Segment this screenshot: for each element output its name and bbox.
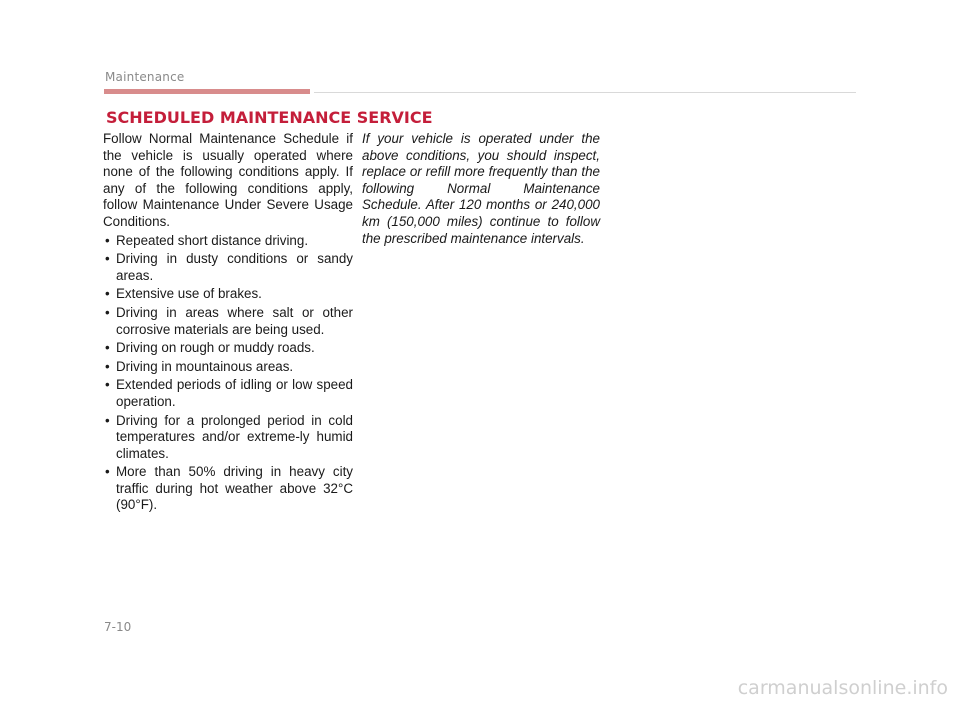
- list-item: [103, 233, 353, 250]
- list-item: [103, 286, 353, 303]
- list-item: [103, 464, 353, 514]
- left-column: [103, 131, 353, 514]
- severe-usage-note: If your vehicle is operated under the above conditions, you should inspect, replace or refill more frequently than the following Normal Maintenance Schedule. After 120 months or 240,000 km (150,000 miles) continue to follow the prescribed maintenance intervals.: [362, 131, 600, 246]
- header-divider: [314, 92, 856, 93]
- bullet-marker: •: [105, 340, 110, 356]
- page-number: 7-10: [104, 620, 132, 634]
- list-item: [103, 305, 353, 338]
- page-title: SCHEDULED MAINTENANCE SERVICE: [106, 108, 433, 127]
- bullet-marker: •: [105, 412, 110, 428]
- list-item-text: Driving on rough or muddy roads.: [116, 340, 315, 356]
- section-label: Maintenance: [105, 70, 185, 84]
- list-item: [103, 340, 353, 357]
- list-item-text: Repeated short distance driving.: [116, 232, 309, 248]
- bullet-marker: •: [105, 358, 110, 374]
- watermark: carmanualsonline.info: [737, 677, 948, 699]
- bullet-marker: •: [105, 232, 110, 248]
- bullet-marker: •: [105, 251, 110, 267]
- bullet-marker: •: [105, 377, 110, 393]
- list-item-text: Extensive use of brakes.: [116, 286, 262, 302]
- severe-conditions-list: [103, 233, 353, 515]
- list-item-text: Driving in mountainous areas.: [116, 358, 294, 374]
- list-item-text: Driving for a prolonged period in cold temperatures and/or extreme-ly humid climates.: [116, 412, 353, 461]
- list-item: [103, 359, 353, 376]
- header-accent-rule: [104, 89, 310, 94]
- list-item-text: Driving in dusty conditions or sandy areas.: [116, 251, 353, 283]
- list-item-text: Driving in areas where salt or other corrosive materials are being used.: [116, 304, 353, 337]
- list-item: [103, 251, 353, 284]
- list-item-text: Extended periods of idling or low speed operation.: [116, 377, 353, 409]
- intro-paragraph: Follow Normal Maintenance Schedule if the vehicle is usually operated where none of the following conditions apply. If any of the following conditions apply, follow Maintenance Under Severe Usage Conditions.: [103, 131, 353, 229]
- list-item-text: More than 50% driving in heavy city traffic during hot weather above 32°C (90°F).: [116, 464, 353, 513]
- bullet-marker: •: [105, 464, 110, 480]
- bullet-marker: •: [105, 304, 110, 320]
- bullet-marker: •: [105, 286, 110, 302]
- list-item: [103, 377, 353, 410]
- list-item: [103, 413, 353, 463]
